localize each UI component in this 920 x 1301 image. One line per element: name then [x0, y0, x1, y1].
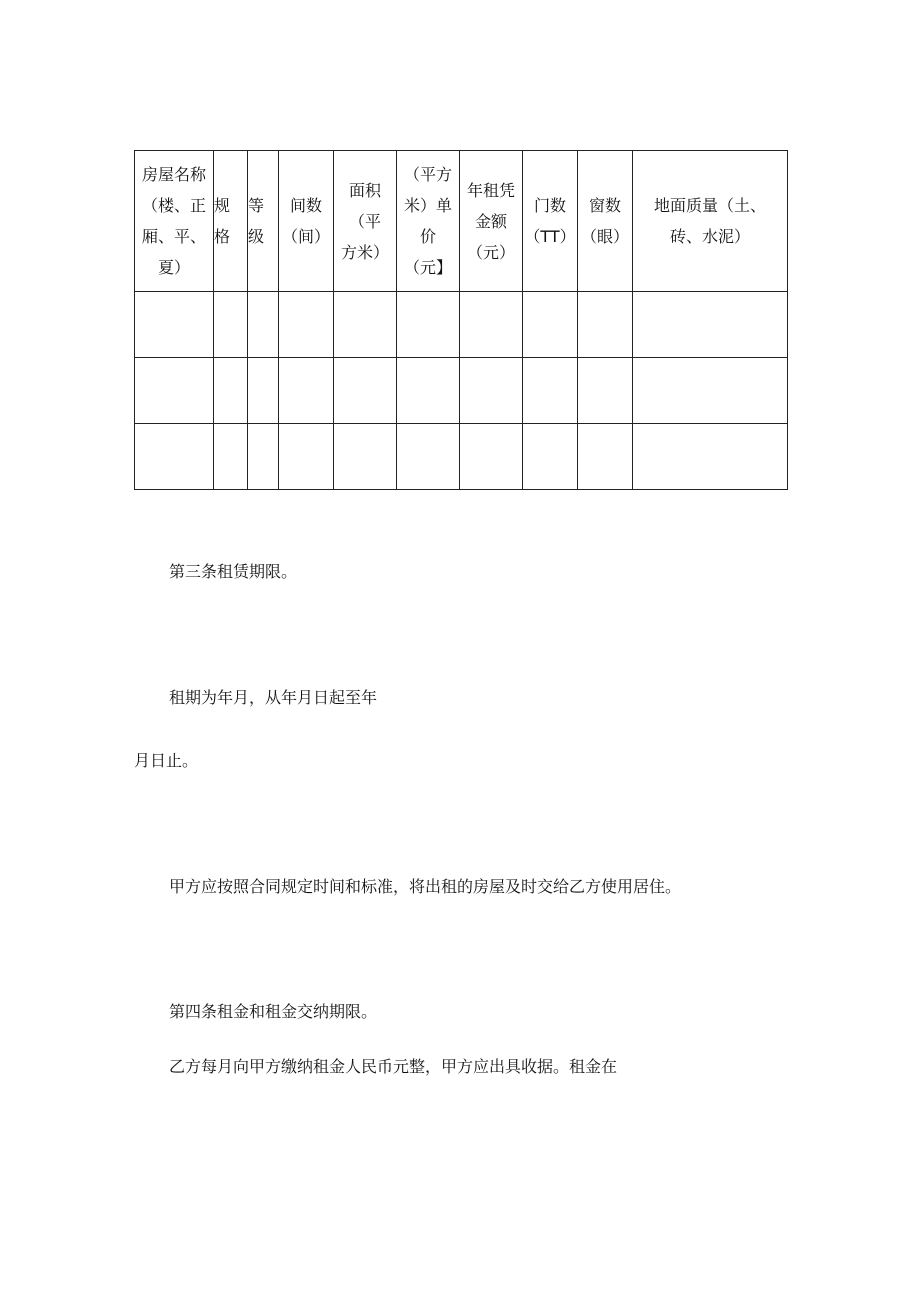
- lease-term-paragraph: 租期为年月，从年月日起至年: [169, 688, 378, 707]
- header-door-count: [523, 151, 578, 292]
- table-cell: [135, 358, 214, 424]
- table-cell: [135, 424, 214, 490]
- header-annual-rent: [460, 151, 523, 292]
- house-info-table: [134, 150, 788, 490]
- header-spec: [214, 151, 248, 292]
- table-cell: [633, 424, 788, 490]
- table-cell: [523, 358, 578, 424]
- table-cell: [214, 358, 248, 424]
- header-area: [334, 151, 397, 292]
- table-cell: [279, 424, 334, 490]
- table-cell: [397, 292, 460, 358]
- table-cell: [248, 358, 279, 424]
- handover-paragraph: 甲方应按照合同规定时间和标准，将出租的房屋及时交给乙方使用居住。: [169, 877, 682, 896]
- header-door-count-text: 门数 （TT）: [524, 196, 576, 246]
- table-cell: [460, 424, 523, 490]
- table-cell: [248, 292, 279, 358]
- header-floor-quality-text: 地面质量（土、 砖、水泥）: [653, 196, 766, 246]
- header-unit-price-text: （平方 米）单 价 （元】: [403, 165, 452, 277]
- table-cell: [214, 292, 248, 358]
- header-grade: [248, 151, 279, 292]
- table-cell: [460, 292, 523, 358]
- table-cell: [578, 292, 633, 358]
- table-cell: [578, 358, 633, 424]
- table-cell: [279, 292, 334, 358]
- table-cell: [334, 358, 397, 424]
- article-3-heading: 第三条租赁期限。: [169, 562, 298, 581]
- rent-payment-paragraph: 乙方每月向甲方缴纳租金人民币元整，甲方应出具收据。租金在: [169, 1057, 618, 1076]
- table-cell: [397, 424, 460, 490]
- table-cell: [633, 292, 788, 358]
- table-cell: [334, 292, 397, 358]
- table-cell: [248, 424, 279, 490]
- header-spec-text: 规 格: [214, 196, 231, 246]
- header-unit-price: [397, 151, 460, 292]
- header-house-name-text: 房屋名称 （楼、正 厢、平、 夏）: [141, 165, 206, 277]
- lease-term-end-paragraph: 月日止。: [134, 751, 199, 770]
- table-cell: [135, 292, 214, 358]
- header-window-count: [578, 151, 633, 292]
- header-annual-rent-text: 年租凭 金额 （元）: [466, 180, 515, 262]
- table-row: [135, 292, 788, 358]
- table-cell: [460, 358, 523, 424]
- table-row: [135, 358, 788, 424]
- table-cell: [214, 424, 248, 490]
- table-cell: [397, 358, 460, 424]
- table-cell: [334, 424, 397, 490]
- header-area-text: 面积 （平 方米）: [340, 180, 389, 262]
- header-house-name: [135, 151, 214, 292]
- header-room-count-text: 间数 （间）: [281, 196, 330, 246]
- table-cell: [523, 292, 578, 358]
- article-4-heading: 第四条租金和租金交纳期限。: [169, 1002, 378, 1021]
- header-floor-quality: [633, 151, 788, 292]
- header-room-count: [279, 151, 334, 292]
- table-header-row: [135, 151, 788, 292]
- table-cell: [578, 424, 633, 490]
- table-row: [135, 424, 788, 490]
- table-cell: [279, 358, 334, 424]
- header-grade-text: 等 级: [248, 196, 265, 246]
- header-window-count-text: 窗数 （眼）: [580, 196, 629, 246]
- table-cell: [633, 358, 788, 424]
- table-cell: [523, 424, 578, 490]
